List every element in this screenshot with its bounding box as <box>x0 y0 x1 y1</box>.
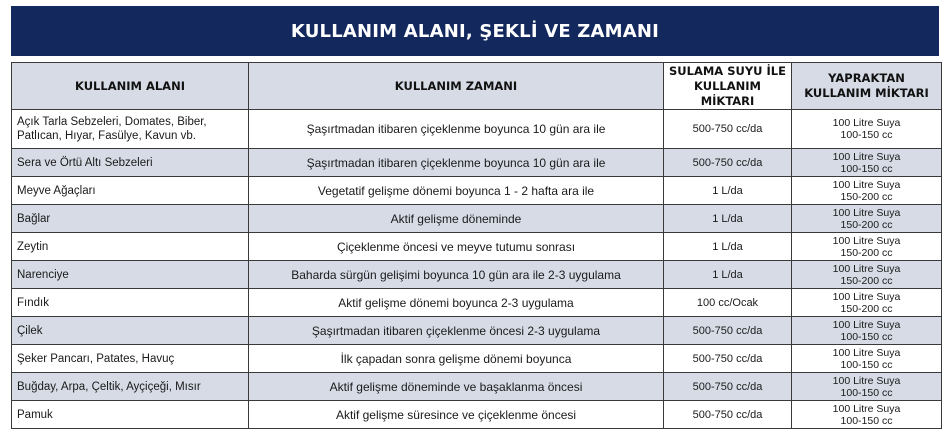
cell-foliar <box>792 345 942 373</box>
header-irrigation-line2: KULLANIM MİKTARI <box>694 78 761 108</box>
cell-irrigation: 1 L/da <box>664 261 792 289</box>
header-foliar-line2: KULLANIM MİKTARI <box>804 86 929 100</box>
foliar-water: 100 Litre Suya <box>832 234 901 247</box>
foliar-dose: 100-150 cc <box>840 129 893 141</box>
cell-time: Baharda sürgün gelişimi boyunca 10 gün ara ile 2-3 uygulama <box>249 261 664 289</box>
header-foliar <box>792 63 942 110</box>
foliar-water: 100 Litre Suya <box>832 206 901 219</box>
cell-irrigation: 500-750 cc/da <box>664 373 792 401</box>
cell-foliar <box>792 261 942 289</box>
foliar-dose: 150-200 cc <box>840 274 893 287</box>
cell-time: Aktif gelişme dönemi boyunca 2-3 uygulama <box>249 289 664 317</box>
cell-time: Aktif gelişme döneminde ve başaklanma öncesi <box>249 373 664 401</box>
foliar-dose: 100-150 cc <box>840 358 893 371</box>
cell-area: Narenciye <box>12 261 249 289</box>
cell-time: Aktif gelişme döneminde <box>249 205 664 233</box>
foliar-dose: 150-200 cc <box>840 246 893 259</box>
cell-foliar <box>792 149 942 177</box>
cell-irrigation: 500-750 cc/da <box>664 110 792 149</box>
foliar-water: 100 Litre Suya <box>832 117 901 129</box>
cell-irrigation: 500-750 cc/da <box>664 401 792 429</box>
cell-time: Şaşırtmadan itibaren çiçeklenme boyunca 10 gün ara ile <box>249 149 664 177</box>
foliar-water: 100 Litre Suya <box>832 178 901 191</box>
header-area: KULLANIM ALANI <box>12 63 249 110</box>
cell-area: Fındık <box>12 289 249 317</box>
header-irrigation-line1: SULAMA SUYU İLE <box>669 63 786 78</box>
foliar-water: 100 Litre Suya <box>832 374 901 387</box>
foliar-water: 100 Litre Suya <box>832 318 901 331</box>
header-foliar-line1: YAPRAKTAN <box>828 71 905 85</box>
foliar-water: 100 Litre Suya <box>832 290 901 303</box>
cell-time: Şaşırtmadan itibaren çiçeklenme öncesi 2-3 uygulama <box>249 317 664 345</box>
foliar-water: 100 Litre Suya <box>832 262 901 275</box>
cell-irrigation: 1 L/da <box>664 205 792 233</box>
table-row <box>12 317 942 345</box>
cell-foliar <box>792 177 942 205</box>
table-row <box>12 261 942 289</box>
foliar-dose: 150-200 cc <box>840 302 893 315</box>
cell-time: Aktif gelişme süresince ve çiçeklenme öncesi <box>249 401 664 429</box>
foliar-water: 100 Litre Suya <box>832 402 901 415</box>
table-row <box>12 289 942 317</box>
cell-foliar <box>792 205 942 233</box>
cell-irrigation: 500-750 cc/da <box>664 345 792 373</box>
table-row <box>12 233 942 261</box>
cell-foliar <box>792 317 942 345</box>
table-row <box>12 110 942 149</box>
table-row <box>12 205 942 233</box>
cell-foliar <box>792 401 942 429</box>
cell-irrigation: 1 L/da <box>664 177 792 205</box>
table-row <box>12 149 942 177</box>
cell-foliar <box>792 289 942 317</box>
cell-time: İlk çapadan sonra gelişme dönemi boyunca <box>249 345 664 373</box>
foliar-dose: 100-150 cc <box>840 414 893 427</box>
cell-irrigation: 500-750 cc/da <box>664 317 792 345</box>
cell-irrigation: 100 cc/Ocak <box>664 289 792 317</box>
cell-area: Sera ve Örtü Altı Sebzeleri <box>12 149 249 177</box>
foliar-dose: 150-200 cc <box>840 218 893 231</box>
cell-area: Açık Tarla Sebzeleri, Domates, Biber, Patlıcan, Hıyar, Fasülye, Kavun vb. <box>12 110 249 149</box>
foliar-dose: 150-200 cc <box>840 190 893 203</box>
cell-area: Meyve Ağaçları <box>12 177 249 205</box>
table-header-row <box>12 63 942 110</box>
page-title: KULLANIM ALANI, ŞEKLİ VE ZAMANI <box>11 6 939 56</box>
table-row <box>12 401 942 429</box>
table-row <box>12 177 942 205</box>
table-row <box>12 345 942 373</box>
cell-area: Bağlar <box>12 205 249 233</box>
header-irrigation <box>664 63 792 110</box>
foliar-dose: 100-150 cc <box>840 330 893 343</box>
header-time: KULLANIM ZAMANI <box>249 63 664 110</box>
foliar-water: 100 Litre Suya <box>832 346 901 359</box>
foliar-water: 100 Litre Suya <box>832 150 901 163</box>
cell-foliar <box>792 233 942 261</box>
cell-area: Şeker Pancarı, Patates, Havuç <box>12 345 249 373</box>
foliar-dose: 100-150 cc <box>840 162 893 175</box>
cell-area: Pamuk <box>12 401 249 429</box>
cell-foliar <box>792 373 942 401</box>
cell-foliar <box>792 110 942 149</box>
cell-area: Buğday, Arpa, Çeltik, Ayçiçeği, Mısır <box>12 373 249 401</box>
usage-table <box>11 62 942 429</box>
foliar-dose: 100-150 cc <box>840 386 893 399</box>
table-body <box>12 110 942 429</box>
cell-time: Çiçeklenme öncesi ve meyve tutumu sonrası <box>249 233 664 261</box>
cell-irrigation: 500-750 cc/da <box>664 149 792 177</box>
table-row <box>12 373 942 401</box>
cell-time: Vegetatif gelişme dönemi boyunca 1 - 2 hafta ara ile <box>249 177 664 205</box>
cell-irrigation: 1 L/da <box>664 233 792 261</box>
cell-time: Şaşırtmadan itibaren çiçeklenme boyunca 10 gün ara ile <box>249 110 664 149</box>
cell-area: Çilek <box>12 317 249 345</box>
cell-area: Zeytin <box>12 233 249 261</box>
